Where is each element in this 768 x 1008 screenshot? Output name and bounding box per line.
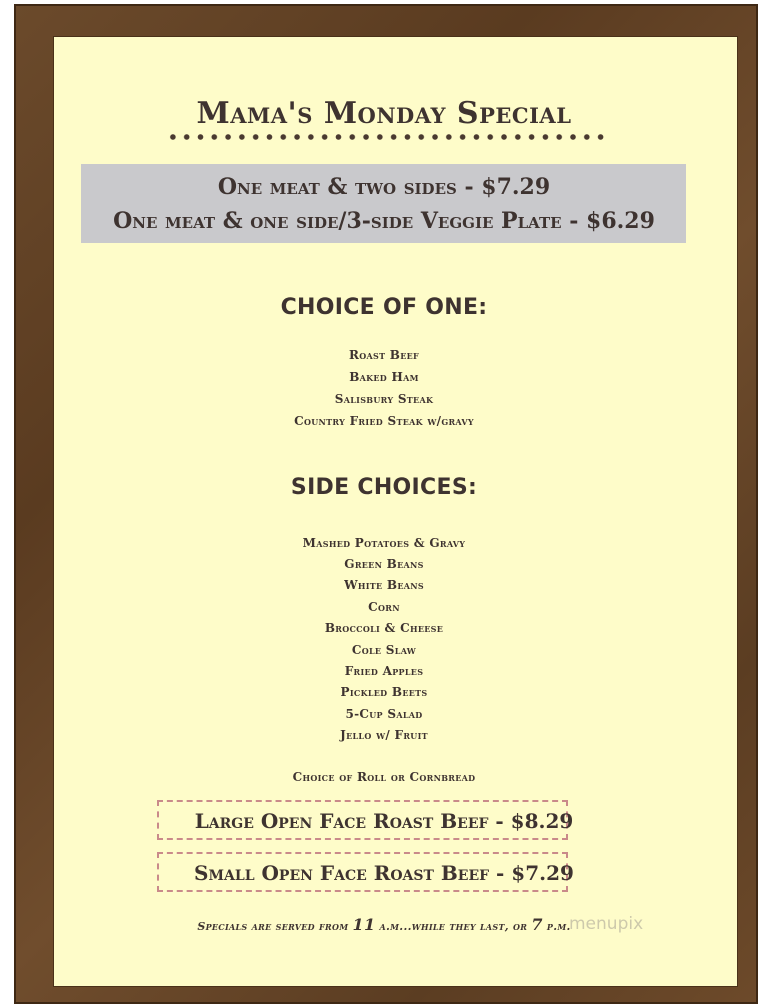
small-special-text: Small Open Face Roast Beef - $7.29 [194, 861, 574, 885]
dotted-divider [166, 132, 604, 142]
meat-heading: CHOICE OF ONE: [280, 295, 488, 320]
meat-item: Country Fried Steak w/gravy [294, 414, 474, 428]
side-item: Broccoli & Cheese [324, 621, 444, 635]
meat-item: Salisbury Steak [334, 392, 434, 406]
price-line-veggie-plate: One meat & one side/3-side Veggie Plate - $6.29 [113, 208, 655, 234]
side-item: Pickled Beets [340, 685, 428, 699]
meat-item: Baked Ham [349, 370, 419, 384]
footer-part2: a.m...while they last, or [375, 920, 532, 933]
price-line-two-sides: One meat & two sides - $7.29 [217, 174, 551, 200]
watermark-logo: menupix [569, 914, 644, 934]
side-item: Cole Slaw [351, 643, 417, 657]
side-item: Mashed Potatoes & Gravy [302, 536, 466, 550]
large-special-text: Large Open Face Roast Beef - $8.29 [194, 809, 574, 833]
side-item: Fried Apples [344, 664, 424, 678]
side-item: 5-Cup Salad [345, 707, 423, 721]
menu-title: Mama's Monday Special [196, 96, 572, 131]
side-item: White Beans [344, 578, 424, 592]
meat-item: Roast Beef [348, 348, 420, 362]
side-item: Corn [368, 600, 400, 614]
footer-time-start: 11 [352, 915, 376, 934]
footer-part3: p.m. [542, 920, 571, 933]
footer-part1: Specials are served from [197, 920, 353, 933]
bread-note: Choice of Roll or Cornbread [292, 770, 476, 784]
side-item: Green Beans [344, 557, 424, 571]
side-item: Jello w/ Fruit [340, 728, 428, 742]
footer-time-end: 7 [531, 915, 543, 934]
footer-note [0, 915, 768, 934]
sides-heading: SIDE CHOICES: [290, 475, 478, 500]
